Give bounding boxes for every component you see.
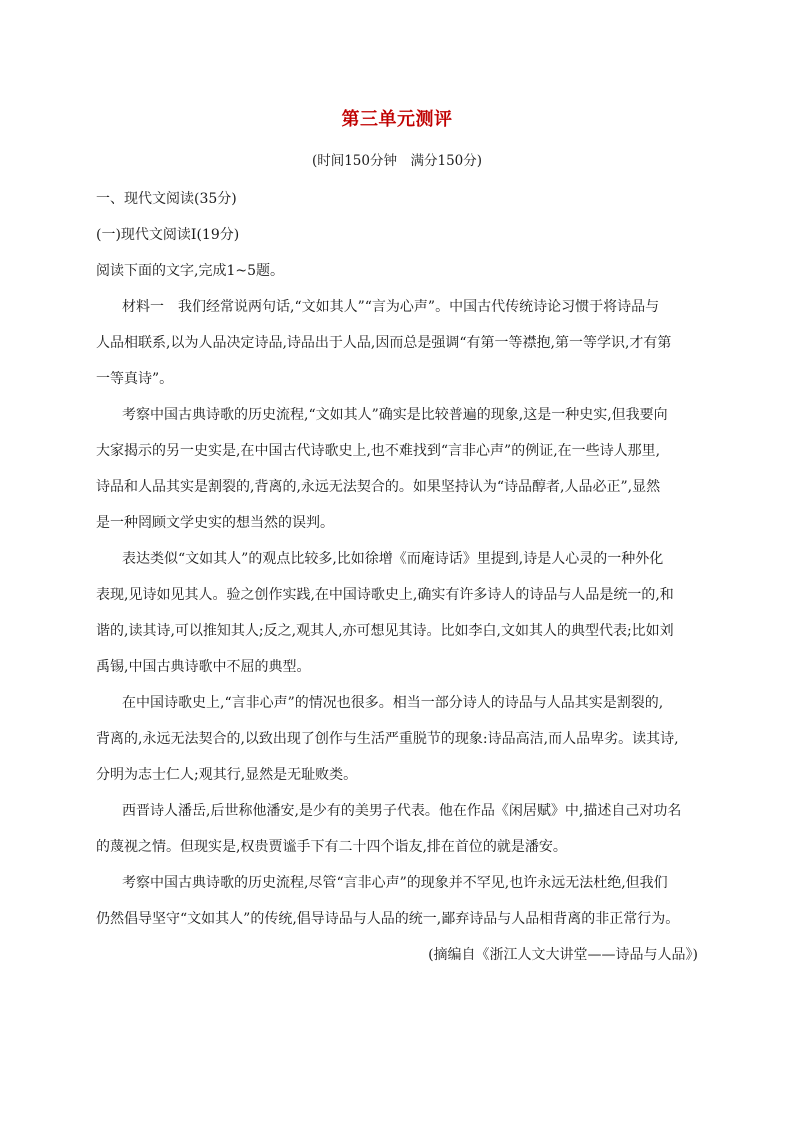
section-heading: 一、现代文阅读(35分) — [96, 191, 237, 207]
paragraph-line: 材料一 我们经常说两句话,“文如其人”“言为心声”。中国古代传统诗论习惯于将诗品与 — [122, 299, 660, 315]
subsection-heading: (一)现代文阅读Ⅰ(19分) — [96, 227, 240, 243]
paragraph-line: 谐的,读其诗,可以推知其人;反之,观其人,亦可想见其诗。比如李白,文如其人的典型代表;比如刘 — [96, 623, 674, 639]
paragraph-line: 考察中国古典诗歌的历史流程,“文如其人”确实是比较普遍的现象,这是一种史实,但我要向 — [122, 407, 668, 423]
paragraph-line: 表现,见诗如见其人。验之创作实践,在中国诗歌史上,确实有许多诗人的诗品与人品是统一的,和 — [96, 587, 674, 603]
paragraph-line: 的蔑视之情。但现实是,权贵贾谧手下有二十四个诣友,排在首位的就是潘安。 — [96, 839, 567, 855]
exam-time-score: (时间150分钟 满分150分) — [311, 153, 483, 169]
paragraph-line: 大家揭示的另一史实是,在中国古代诗歌史上,也不难找到“言非心声”的例证,在一些诗人那里, — [96, 443, 661, 459]
paragraph-line: 人品相联系,以为人品决定诗品,诗品出于人品,因而总是强调“有第一等襟抱,第一等学识,才有第 — [96, 335, 672, 351]
document-title: 第三单元测评 — [341, 109, 453, 130]
paragraph-line: 西晋诗人潘岳,后世称他潘安,是少有的美男子代表。他在作品《闲居赋》中,描述自己对功名 — [122, 803, 682, 819]
paragraph-line: 在中国诗歌史上,“言非心声”的情况也很多。相当一部分诗人的诗品与人品其实是割裂的, — [122, 695, 664, 711]
paragraph-line: 诗品和人品其实是割裂的,背离的,永远无法契合的。如果坚持认为“诗品醇者,人品必正”,显然 — [96, 479, 661, 495]
paragraph-line: 是一种罔顾文学史实的想当然的误判。 — [96, 515, 334, 531]
paragraph-line: 禹锡,中国古典诗歌中不屈的典型。 — [96, 659, 311, 675]
paragraph-line: 背离的,永远无法契合的,以致出现了创作与生活严重脱节的现象:诗品高洁,而人品卑劣。读其诗, — [96, 731, 679, 747]
paragraph-line: 仍然倡导坚守“文如其人”的传统,倡导诗品与人品的统一,鄙弃诗品与人品相背离的非正常行为。 — [96, 911, 680, 927]
paragraph-line: 分明为志士仁人;观其行,显然是无耻败类。 — [96, 767, 358, 783]
source-citation: (摘编自《浙江人文大讲堂——诗品与人品》) — [428, 947, 698, 963]
reading-instruction: 阅读下面的文字,完成1~5题。 — [96, 263, 284, 279]
paragraph-line: 考察中国古典诗歌的历史流程,尽管“言非心声”的现象并不罕见,也许永远无法杜绝,但我们 — [122, 875, 668, 891]
paragraph-line: 表达类似“文如其人”的观点比较多,比如徐增《而庵诗话》里提到,诗是人心灵的一种外化 — [122, 551, 664, 567]
paragraph-line: 一等真诗”。 — [96, 371, 174, 387]
